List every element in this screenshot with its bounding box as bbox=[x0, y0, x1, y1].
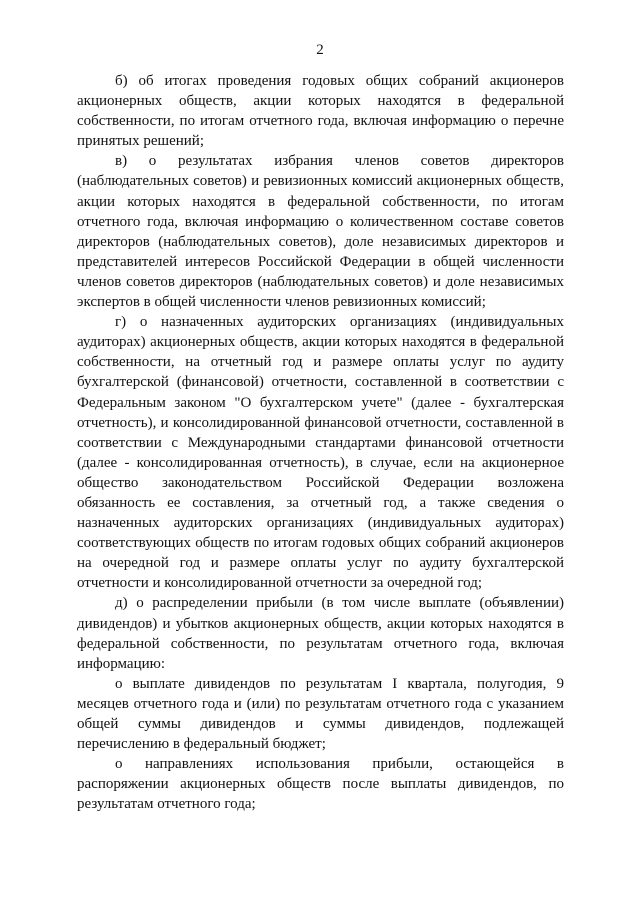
page-number: 2 bbox=[316, 42, 324, 58]
paragraph-d-profit-distribution: д) о распределении прибыли (в том числе выплате (объявлении) дивидендов) и убытков акционерных обществ, акции которых находятся в федеральной собственности, по результатам отчетного года, включая информацию: bbox=[77, 595, 564, 672]
paragraph-v-board-elections: в) о результатах избрания членов советов директоров (наблюдательных советов) и ревизионных комиссий акционерных обществ, акции которых находятся в федеральной собственности, по итогам отчетного года, включая информацию о количественном составе советов директоров (наблюдательных советов), доле независимых директоров и представителей интересов Российской Федерации в общей численности членов советов директоров (наблюдательных советов) и доле независимых экспертов в общей численности членов ревизионных комиссий; bbox=[77, 153, 564, 311]
paragraph-retained-profit-use: о направлениях использования прибыли, остающейся в распоряжении акционерных обществ после выплаты дивидендов, по результатам отчетного года; bbox=[77, 756, 564, 813]
paragraph-g-audit-organizations: г) о назначенных аудиторских организациях (индивидуальных аудиторах) акционерных обществ, акции которых находятся в федеральной собственности, на отчетный год и размере оплаты услуг по аудиту бухгалтерской (финансовой) отчетности, составленной в соответствии с Федеральным законом "О бухгалтерском учете" (далее - бухгалтерская отчетность), и консолидированной финансовой отчетности, составленной в соответствии с Международными стандартами финансовой отчетности (далее - консолидированная отчетность), в случае, если на акционерное общество законодательством Российской Федерации возложена обязанность ее составления, за отчетный год, а также сведения о назначенных аудиторских организациях (индивидуальных аудиторах) соответствующих обществ по итогам годовых общих собраний акционеров на очередной год и размере оплаты услуг по аудиту бухгалтерской отчетности и консолидированной отчетности за очередной год; bbox=[77, 314, 564, 592]
document-body bbox=[77, 71, 564, 814]
paragraph-dividend-payments: о выплате дивидендов по результатам I квартала, полугодия, 9 месяцев отчетного года и (или) по результатам отчетного года с указанием общей суммы дивидендов и суммы дивидендов, подлежащей перечислению в федеральный бюджет; bbox=[77, 675, 564, 753]
paragraph-b-general-meetings: б) об итогах проведения годовых общих собраний акционеров акционерных обществ, акции которых находятся в федеральной собственности, по итогам отчетного года, включая информацию о перечне принятых решений; bbox=[77, 73, 564, 150]
